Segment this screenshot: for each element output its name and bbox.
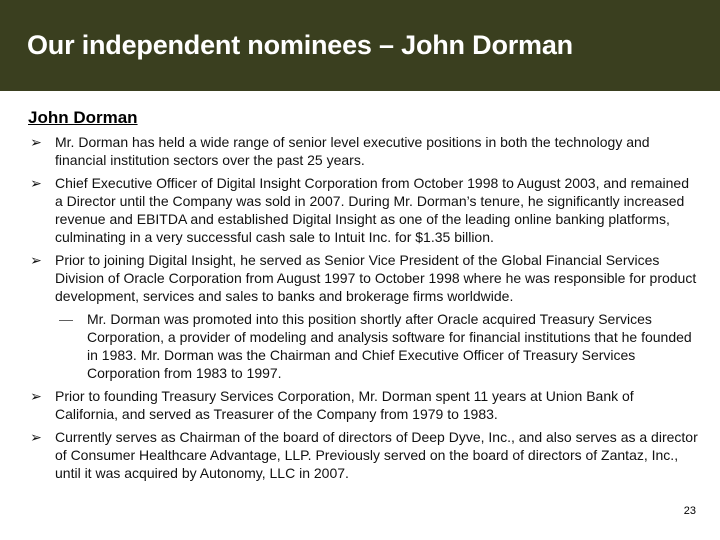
- arrow-bullet-icon: ➢: [30, 175, 42, 191]
- sub-list-item: [28, 310, 698, 382]
- page-number: 23: [683, 505, 696, 517]
- dash-bullet-icon: —: [59, 311, 73, 327]
- bullet-text: Currently serves as Chairman of the board of directors of Deep Dyve, Inc., and also serves as a director of Consumer Healthcare Advantage, LLP. Previously served on the board of directors of Zantaz, Inc., until it was acquired by Autonomy, LLC in 2007.: [55, 429, 698, 481]
- bullet-text: Mr. Dorman has held a wide range of senior level executive positions in both the technology and financial institution sectors over the past 25 years.: [55, 134, 650, 168]
- slide-title: Our independent nominees – John Dorman: [27, 30, 573, 60]
- list-item: [28, 174, 698, 246]
- arrow-bullet-icon: ➢: [30, 134, 42, 150]
- list-item: [28, 428, 698, 482]
- list-item: [28, 387, 698, 423]
- arrow-bullet-icon: ➢: [30, 429, 42, 445]
- nominee-name-heading: John Dorman: [28, 108, 138, 127]
- sub-bullet-text: Mr. Dorman was promoted into this position shortly after Oracle acquired Treasury Services Corporation, a provider of modeling and analysis software for financial institutions that he founded in 1983. Mr. Dorman was the Chairman and Chief Executive Officer of Treasury Services Corporation from 1983 to 1997.: [87, 311, 692, 381]
- bullet-text: Chief Executive Officer of Digital Insight Corporation from October 1998 to August 2003, and remained a Director until the Company was sold in 2007. During Mr. Dorman’s tenure, he significantly increased revenue and EBITDA and established Digital Insight as one of the leading online banking platforms, culminating in a very successful cash sale to Intuit Inc. for $1.35 billion.: [55, 175, 689, 245]
- title-bar: [0, 0, 720, 91]
- list-item: [28, 251, 698, 305]
- bullet-text: Prior to founding Treasury Services Corporation, Mr. Dorman spent 11 years at Union Bank of California, and served as Treasurer of the Company from 1979 to 1983.: [55, 388, 634, 422]
- bullet-list: [28, 133, 698, 487]
- bullet-text: Prior to joining Digital Insight, he served as Senior Vice President of the Global Financial Services Division of Oracle Corporation from August 1997 to October 1998 where he was responsible for product development, services and sales to banks and brokerage firms worldwide.: [55, 252, 697, 304]
- list-item: [28, 133, 698, 169]
- arrow-bullet-icon: ➢: [30, 388, 42, 404]
- arrow-bullet-icon: ➢: [30, 252, 42, 268]
